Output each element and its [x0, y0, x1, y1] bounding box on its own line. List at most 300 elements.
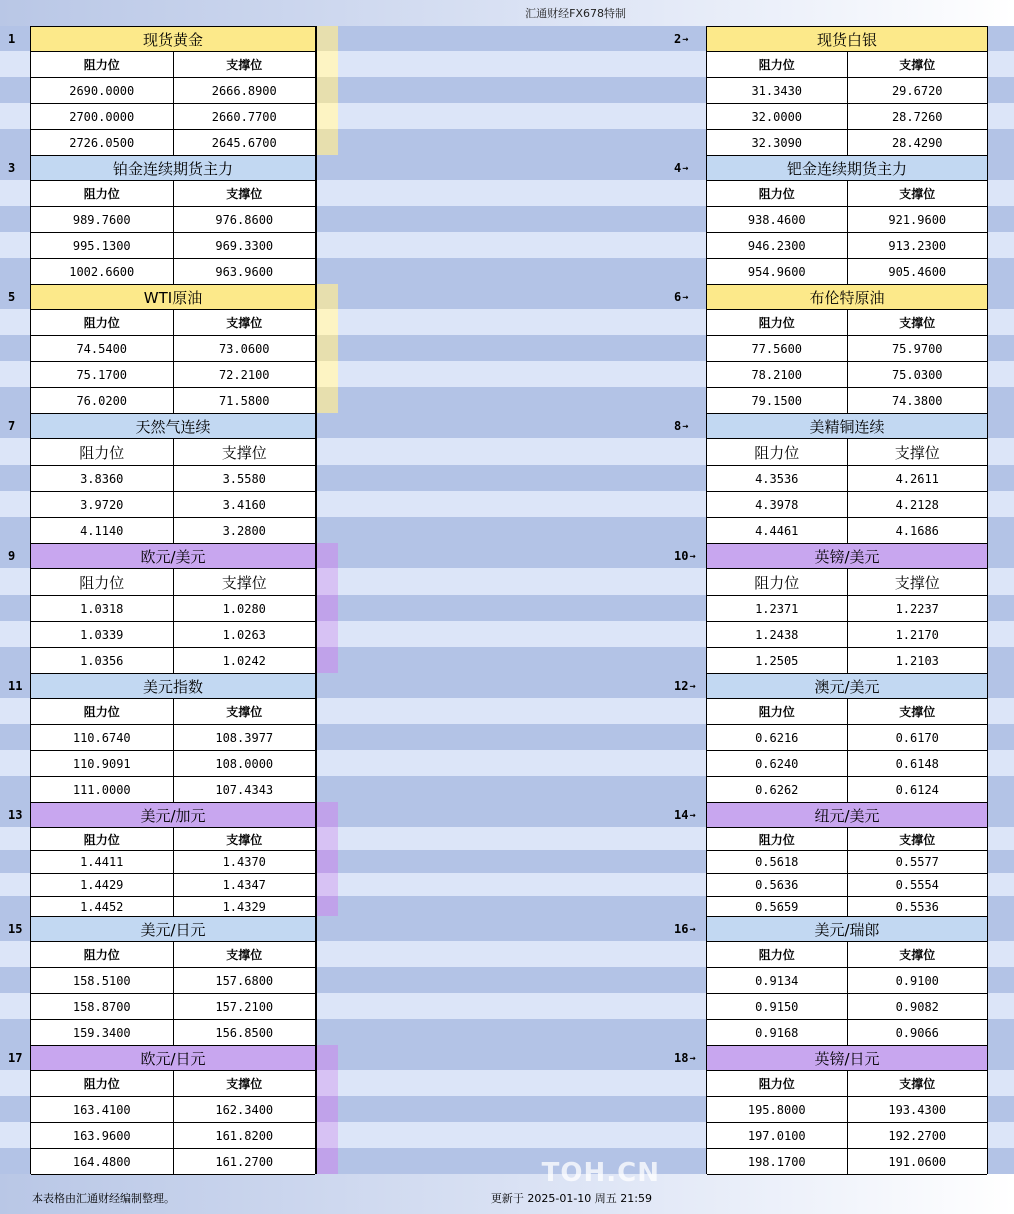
- resistance-header: 阻力位: [758, 832, 795, 847]
- instrument-panel: [30, 413, 316, 543]
- support-value: 1.0280: [173, 596, 316, 621]
- stripe: [338, 51, 706, 77]
- instrument-name: 美元/日元: [140, 920, 206, 939]
- support-header: 支撑位: [173, 181, 316, 206]
- table-row: [31, 78, 315, 104]
- table-row: [31, 104, 315, 130]
- instrument-name: WTI原油: [143, 288, 203, 307]
- row-number-text: 9: [8, 549, 16, 563]
- support-value: 28.4290: [847, 130, 988, 155]
- instrument-title: [31, 544, 315, 569]
- column-header-row: [31, 942, 315, 968]
- stripe: [338, 26, 706, 51]
- stripe: [338, 129, 706, 155]
- resistance-value: 110.9091: [72, 756, 131, 771]
- support-header: 支撑位: [173, 942, 316, 967]
- table-row: [707, 1149, 987, 1175]
- stripe: [988, 26, 1014, 51]
- instrument-title: [31, 803, 315, 828]
- instrument-panel: [706, 673, 988, 802]
- brand-label: 汇通财经FX678特制: [525, 7, 626, 20]
- stripe: [0, 77, 30, 103]
- resistance-value: 32.3090: [751, 135, 803, 150]
- support-header: 支撑位: [173, 1071, 316, 1096]
- instrument-title: [707, 156, 987, 181]
- support-header: 支撑位: [847, 828, 988, 850]
- instrument-panel: [706, 26, 988, 155]
- arrow-right-icon: →: [689, 809, 696, 821]
- support-value: 157.6800: [173, 968, 316, 993]
- resistance-value: 3.9720: [80, 497, 124, 512]
- support-value: 1.2103: [847, 648, 988, 673]
- support-value: 0.9066: [847, 1020, 988, 1045]
- resistance-value: 1.4411: [80, 855, 124, 869]
- update-label: 更新于: [490, 1192, 524, 1205]
- resistance-value: 0.5618: [755, 855, 799, 869]
- instrument-block: [0, 26, 338, 155]
- stripe: [0, 129, 30, 155]
- stripe: [338, 77, 706, 103]
- stripe: [0, 621, 30, 647]
- support-value: 1.4370: [173, 851, 316, 873]
- resistance-value: 76.0200: [76, 393, 128, 408]
- table-row: [31, 777, 315, 803]
- stripe: [338, 967, 706, 993]
- row-number-text: 18: [674, 1051, 689, 1065]
- support-value: 161.8200: [173, 1123, 316, 1148]
- row-number: [0, 543, 30, 569]
- column-header-row: [707, 310, 987, 336]
- stripe: [988, 206, 1014, 232]
- resistance-value: 159.3400: [72, 1025, 131, 1040]
- resistance-value: 195.8000: [747, 1102, 806, 1117]
- support-value: 976.8600: [173, 207, 316, 232]
- instrument-name: 欧元/日元: [140, 1049, 206, 1068]
- instrument-panel: [706, 802, 988, 916]
- resistance-value: 74.5400: [76, 341, 128, 356]
- resistance-value: 110.6740: [72, 730, 131, 745]
- update-weekday: 周五: [594, 1192, 617, 1205]
- column-header-row: [707, 699, 987, 725]
- stripe: [0, 750, 30, 776]
- instrument-block: [338, 284, 943, 413]
- resistance-value: 989.7600: [72, 212, 131, 227]
- stripe: [988, 438, 1014, 465]
- stripe: [988, 698, 1014, 724]
- instrument-title: [31, 414, 315, 439]
- resistance-value: 4.3536: [755, 471, 799, 486]
- row-stripes: [338, 673, 676, 802]
- table-row: [707, 1097, 987, 1123]
- arrow-right-icon: →: [682, 420, 689, 432]
- resistance-value: 2726.0500: [69, 135, 135, 150]
- support-value: 72.2100: [173, 362, 316, 387]
- resistance-value: 31.3430: [751, 83, 803, 98]
- support-value: 0.9100: [847, 968, 988, 993]
- table-row: [707, 207, 987, 233]
- stripe: [0, 1019, 30, 1045]
- resistance-value: 0.9134: [755, 973, 799, 988]
- support-value: 1.4329: [173, 897, 316, 916]
- support-value: 1.0242: [173, 648, 316, 673]
- instrument-name: 钯金连续: [786, 159, 847, 178]
- support-value: 192.2700: [847, 1123, 988, 1148]
- column-header-row: [31, 699, 315, 725]
- stripe: [988, 1045, 1014, 1070]
- stripe: [338, 1096, 706, 1122]
- table-row: [31, 207, 315, 233]
- instrument-name: 铂金连续: [112, 159, 173, 178]
- stripe: [0, 1148, 30, 1174]
- row-number: [0, 1045, 30, 1071]
- resistance-value: 0.9168: [755, 1025, 799, 1040]
- support-header: 支撑位: [847, 181, 988, 206]
- table-row: [707, 388, 987, 414]
- support-value: 71.5800: [173, 388, 316, 413]
- table-row: [707, 492, 987, 518]
- row-number-text: 13: [8, 808, 23, 822]
- stripe: [338, 916, 706, 941]
- column-header-row: [31, 439, 315, 466]
- table-row: [707, 233, 987, 259]
- instrument-title: [707, 27, 987, 52]
- column-header-row: [31, 52, 315, 78]
- table-row: [707, 1020, 987, 1046]
- instrument-block: [338, 802, 939, 916]
- stripe: [0, 438, 30, 465]
- resistance-value: 32.0000: [751, 109, 803, 124]
- instrument-block: [338, 26, 943, 155]
- support-header: 支撑位: [847, 439, 988, 465]
- table-row: [707, 994, 987, 1020]
- support-header: 支撑位: [173, 569, 316, 595]
- resistance-value: 0.6262: [755, 782, 799, 797]
- stripe: [988, 1122, 1014, 1148]
- row-number-text: 2: [674, 32, 682, 46]
- table-row: [707, 362, 987, 388]
- column-header-row: [707, 942, 987, 968]
- arrow-right-icon: →: [689, 680, 696, 692]
- resistance-value: 946.2300: [747, 238, 806, 253]
- stripe: [0, 941, 30, 967]
- stripe: [988, 465, 1014, 491]
- stripe: [988, 51, 1014, 77]
- instrument-title: [707, 544, 987, 569]
- stripe: [0, 698, 30, 724]
- stripe: [0, 387, 30, 413]
- stripe: [338, 309, 706, 335]
- instrument-name: 现货白银: [816, 30, 877, 49]
- column-header-row: [31, 569, 315, 596]
- row-number-text: 7: [8, 419, 16, 433]
- support-value: 3.4160: [173, 492, 316, 517]
- resistance-value: 0.6216: [755, 730, 799, 745]
- arrow-right-icon: →: [689, 923, 696, 935]
- arrow-right-icon: →: [682, 33, 689, 45]
- support-value: 913.2300: [847, 233, 988, 258]
- instrument-name-suffix: 期货主力: [173, 159, 234, 178]
- table-row: [707, 751, 987, 777]
- stripe: [988, 103, 1014, 129]
- instrument-block: [0, 413, 338, 543]
- update-info: [491, 1190, 652, 1206]
- instrument-title: [31, 27, 315, 52]
- column-header-row: [707, 569, 987, 596]
- instrument-name: 纽元/美元: [814, 806, 880, 825]
- stripe: [0, 873, 30, 896]
- stripe: [338, 896, 706, 916]
- resistance-value: 1.2438: [755, 627, 799, 642]
- instrument-name: 布伦特原油: [809, 288, 885, 307]
- column-header-row: [31, 1071, 315, 1097]
- table-row: [31, 388, 315, 414]
- instrument-block: [0, 673, 338, 802]
- support-value: 2645.6700: [173, 130, 316, 155]
- stripe: [988, 1096, 1014, 1122]
- row-number-text: 3: [8, 161, 16, 175]
- stripe: [0, 361, 30, 387]
- table-row: [31, 725, 315, 751]
- row-number: [0, 284, 30, 310]
- resistance-value: 1.4452: [80, 899, 124, 914]
- resistance-header: 阻力位: [758, 58, 795, 72]
- resistance-value: 163.4100: [72, 1102, 131, 1117]
- row-stripes: [338, 916, 676, 1045]
- instrument-panel: [706, 413, 988, 543]
- table-row: [707, 897, 987, 917]
- stripe: [338, 258, 706, 284]
- stripe: [988, 1148, 1014, 1174]
- row-stripes: [338, 1045, 676, 1174]
- resistance-value: 0.9150: [755, 999, 799, 1014]
- instrument-name: 现货黄金: [142, 30, 203, 49]
- instrument-name: 美元/加元: [140, 806, 206, 825]
- resistance-header: 阻力位: [758, 187, 795, 201]
- instrument-panel: [30, 543, 316, 673]
- stripe: [988, 258, 1014, 284]
- row-number-text: 5: [8, 290, 16, 304]
- row-number: [0, 26, 30, 52]
- stripe: [988, 361, 1014, 387]
- resistance-value: 111.0000: [72, 782, 131, 797]
- instrument-title: [31, 285, 315, 310]
- column-header-row: [31, 310, 315, 336]
- resistance-value: 163.9600: [72, 1128, 131, 1143]
- stripe: [0, 491, 30, 517]
- resistance-value: 4.3978: [755, 497, 799, 512]
- instrument-panel: [706, 284, 988, 413]
- stripe: [988, 155, 1014, 180]
- stripe: [338, 180, 706, 206]
- resistance-value: 164.4800: [72, 1154, 131, 1169]
- stripe: [338, 284, 706, 309]
- table-row: [707, 851, 987, 874]
- stripe: [988, 802, 1014, 827]
- support-header: 支撑位: [173, 828, 316, 850]
- support-value: 2660.7700: [173, 104, 316, 129]
- table-row: [707, 622, 987, 648]
- row-stripes: [338, 284, 676, 413]
- table-row: [707, 130, 987, 156]
- support-value: 905.4600: [847, 259, 988, 284]
- stripe: [0, 103, 30, 129]
- table-row: [31, 751, 315, 777]
- support-value: 921.9600: [847, 207, 988, 232]
- table-row: [707, 259, 987, 285]
- row-number-text: 16: [674, 922, 689, 936]
- stripe: [988, 647, 1014, 673]
- instrument-panel: [30, 802, 316, 916]
- stripe: [338, 335, 706, 361]
- support-value: 191.0600: [847, 1149, 988, 1174]
- table-row: [707, 104, 987, 130]
- support-value: 108.0000: [173, 751, 316, 776]
- resistance-value: 75.1700: [76, 367, 128, 382]
- resistance-value: 2700.0000: [69, 109, 135, 124]
- stripe: [988, 77, 1014, 103]
- arrow-right-icon: →: [689, 550, 696, 562]
- stripe: [338, 1019, 706, 1045]
- stripe: [988, 827, 1014, 850]
- resistance-value: 1002.6600: [69, 264, 135, 279]
- instrument-title: [707, 674, 987, 699]
- instrument-title: [707, 414, 987, 439]
- stripe: [338, 802, 706, 827]
- stripe: [988, 309, 1014, 335]
- instrument-title: [31, 156, 315, 181]
- table-row: [31, 851, 315, 874]
- table-row: [707, 1123, 987, 1149]
- resistance-header: 阻力位: [83, 187, 120, 201]
- stripe: [338, 850, 706, 873]
- support-value: 3.2800: [173, 518, 316, 543]
- resistance-value: 954.9600: [747, 264, 806, 279]
- stripe: [338, 438, 706, 465]
- resistance-header: 阻力位: [83, 832, 120, 847]
- resistance-header: 阻力位: [83, 316, 120, 330]
- resistance-value: 77.5600: [751, 341, 803, 356]
- table-row: [31, 596, 315, 622]
- support-value: 156.8500: [173, 1020, 316, 1045]
- resistance-value: 2690.0000: [69, 83, 135, 98]
- stripe: [988, 724, 1014, 750]
- table-row: [31, 259, 315, 285]
- stripe: [0, 309, 30, 335]
- support-header: 支撑位: [173, 439, 316, 465]
- stripe: [988, 595, 1014, 621]
- support-value: 1.2237: [847, 596, 988, 621]
- table-row: [31, 492, 315, 518]
- instrument-block: [338, 1045, 947, 1174]
- stripe: [338, 568, 706, 595]
- stripe: [988, 413, 1014, 438]
- stripe: [338, 941, 706, 967]
- support-value: 74.3800: [847, 388, 988, 413]
- stripe: [0, 827, 30, 850]
- support-header: 支撑位: [847, 52, 988, 77]
- support-value: 75.9700: [847, 336, 988, 361]
- instrument-panel: [706, 916, 988, 1045]
- row-number: [668, 26, 706, 52]
- stripe: [988, 284, 1014, 309]
- pivot-table-grid: [0, 26, 947, 1174]
- stripe: [0, 1096, 30, 1122]
- stripe: [338, 750, 706, 776]
- stripe: [988, 129, 1014, 155]
- support-value: 4.2128: [847, 492, 988, 517]
- support-value: 3.5580: [173, 466, 316, 491]
- row-number-text: 11: [8, 679, 23, 693]
- table-row: [31, 897, 315, 917]
- stripe: [0, 258, 30, 284]
- stripe: [0, 595, 30, 621]
- resistance-header: 阻力位: [83, 58, 120, 72]
- update-time: 21:59: [620, 1192, 652, 1205]
- stripe: [338, 647, 706, 673]
- column-header-row: [707, 828, 987, 851]
- stripe: [338, 543, 706, 568]
- resistance-header: 阻力位: [83, 1077, 120, 1091]
- stripe: [0, 993, 30, 1019]
- stripe: [0, 568, 30, 595]
- table-row: [31, 1097, 315, 1123]
- stripe: [338, 993, 706, 1019]
- stripe: [988, 776, 1014, 802]
- resistance-value: 938.4600: [747, 212, 806, 227]
- resistance-value: 1.2505: [755, 653, 799, 668]
- stripe: [338, 698, 706, 724]
- resistance-header: 阻力位: [758, 948, 795, 962]
- instrument-block: [0, 543, 338, 673]
- stripe: [988, 967, 1014, 993]
- stripe: [338, 1122, 706, 1148]
- table-row: [707, 518, 987, 544]
- table-row: [31, 1123, 315, 1149]
- table-row: [707, 725, 987, 751]
- stripe: [988, 1019, 1014, 1045]
- instrument-panel: [30, 155, 316, 284]
- support-header: 支撑位: [847, 1071, 988, 1096]
- row-number: [668, 916, 706, 942]
- row-number: [0, 413, 30, 439]
- table-row: [31, 622, 315, 648]
- stripe: [0, 51, 30, 77]
- row-stripes: [338, 543, 676, 673]
- row-number-text: 12: [674, 679, 689, 693]
- row-number: [668, 802, 706, 828]
- instrument-name: 英镑/美元: [814, 547, 880, 566]
- support-header: 支撑位: [173, 699, 316, 724]
- stripe: [338, 776, 706, 802]
- stripe: [988, 941, 1014, 967]
- resistance-header: 阻力位: [79, 573, 125, 592]
- support-value: 0.9082: [847, 994, 988, 1019]
- resistance-header: 阻力位: [79, 443, 125, 462]
- row-number-text: 6: [674, 290, 682, 304]
- instrument-title: [707, 1046, 987, 1071]
- instrument-name: 美元/瑞郎: [814, 920, 880, 939]
- row-number-text: 4: [674, 161, 682, 175]
- support-header: 支撑位: [847, 699, 988, 724]
- support-value: 75.0300: [847, 362, 988, 387]
- stripe: [988, 750, 1014, 776]
- resistance-value: 4.1140: [80, 523, 124, 538]
- row-number-text: 14: [674, 808, 689, 822]
- page-header: [0, 0, 676, 26]
- resistance-header: 阻力位: [83, 948, 120, 962]
- support-value: 0.5554: [847, 874, 988, 896]
- instrument-block: [338, 413, 940, 543]
